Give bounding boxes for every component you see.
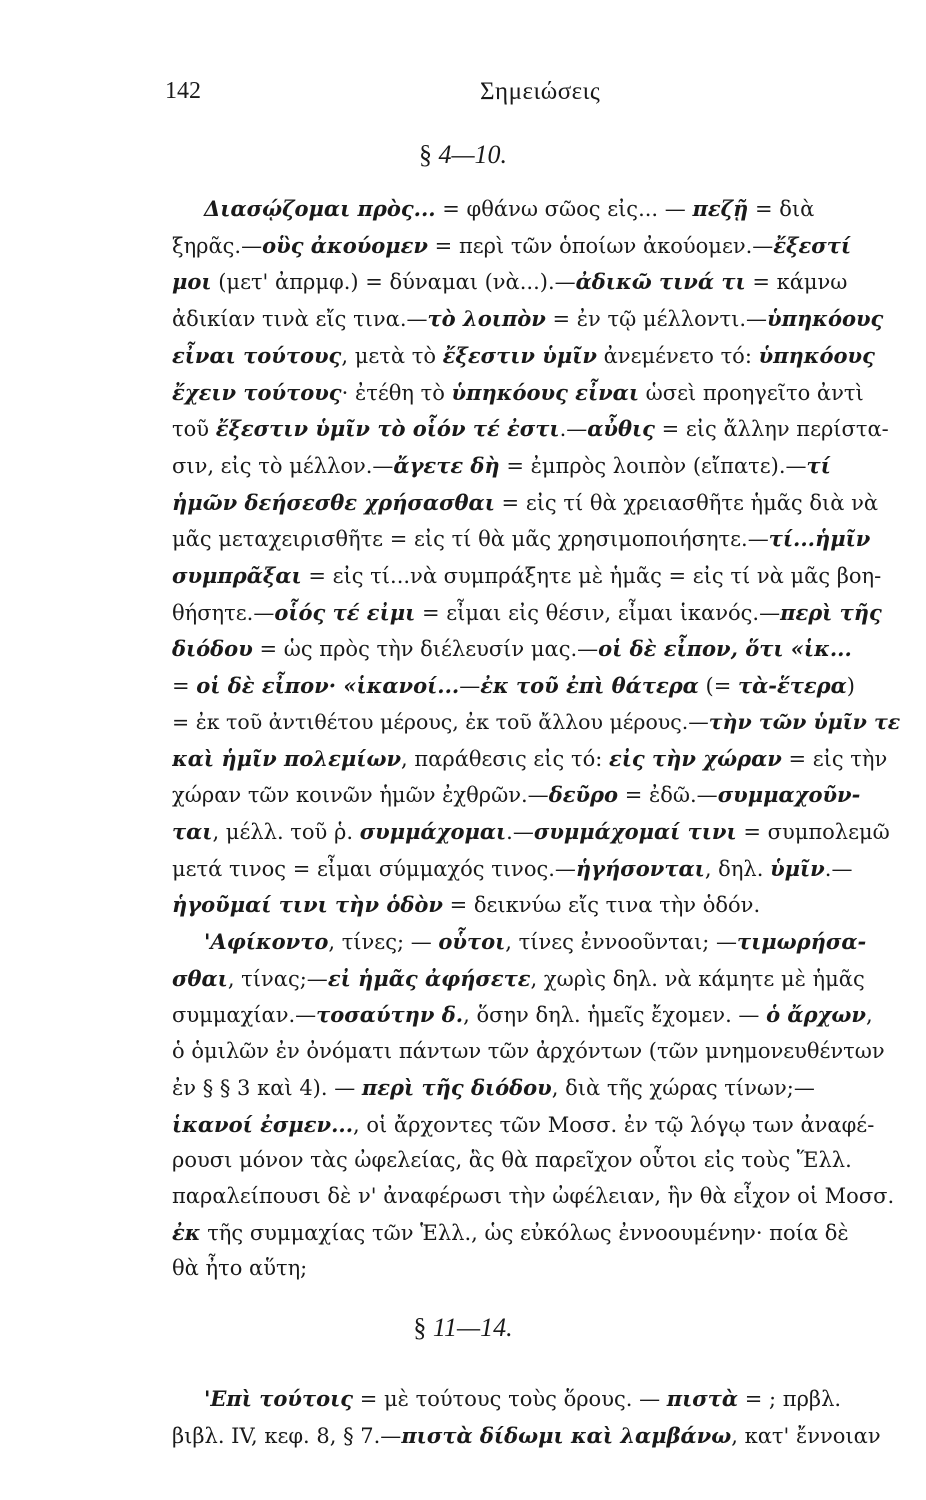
text-line xyxy=(172,264,914,301)
text-line xyxy=(172,595,914,632)
gloss: = ἐκ τοῦ ἀντιθέτου μέρους, ἐκ τοῦ ἄλλου μέρους.— xyxy=(172,709,709,734)
gloss: = ἐν τῷ μέλλοντι.— xyxy=(545,307,767,332)
gloss: ὁ ὁμιλῶν ἐν ὀνόματι πάντων τῶν ἀρχόντων (τῶν μνημονευθέντων xyxy=(172,1039,885,1064)
text-line xyxy=(172,375,914,412)
gloss: , δηλ. xyxy=(704,856,771,881)
gloss: μᾶς μεταχειρισθῆτε = εἰς τί θὰ μᾶς χρησιμοποιήσητε.— xyxy=(172,527,769,552)
gloss: , μέλλ. τοῦ ῥ. xyxy=(212,819,360,844)
gloss: , διὰ τῆς χώρας τίνων;— xyxy=(551,1075,815,1100)
section-range: 11—14. xyxy=(432,1313,513,1342)
lemma: συμπρᾶξαι xyxy=(172,563,302,589)
text-line xyxy=(172,1143,914,1179)
lemma: ἄγετε δὴ xyxy=(393,452,500,478)
lemma: περὶ τῆς διόδου xyxy=(361,1074,552,1100)
gloss: = περὶ τῶν ὁποίων ἀκούομεν.— xyxy=(428,233,774,258)
text-line xyxy=(172,631,914,668)
lemma: ἔξεστιν ὑμῖν xyxy=(442,342,597,368)
lemma: εἰ ἡμᾶς ἀφήσετε xyxy=(327,965,531,991)
lemma: Διασῴζομαι πρὸς... xyxy=(204,196,436,221)
text-line xyxy=(172,1215,914,1252)
gloss: , χωρὶς δηλ. νὰ κάμητε μὲ ἡμᾶς xyxy=(530,966,865,991)
gloss: .— xyxy=(506,819,534,844)
gloss: = εἶμαι εἰς θέσιν, εἶμαι ἱκανός.— xyxy=(415,600,781,625)
gloss: = ; πρβλ. xyxy=(738,1387,842,1411)
lemma: ἱκανοί ἐσμεν... xyxy=(172,1111,354,1137)
gloss: χώραν τῶν κοινῶν ἡμῶν ἐχθρῶν.— xyxy=(172,783,549,808)
text-line xyxy=(172,191,914,228)
gloss: , ὅσην δηλ. ἡμεῖς ἔχομεν. — xyxy=(463,1003,767,1028)
text-line xyxy=(172,228,914,265)
running-head xyxy=(165,78,915,118)
section-sign: § xyxy=(418,140,432,169)
gloss: , τίνες ἐννοοῦνται; — xyxy=(505,930,737,955)
gloss: ἀδικίαν τινὰ εἴς τινα.— xyxy=(172,307,428,332)
notes-section-4-10 xyxy=(172,191,914,1287)
lemma: καὶ ἡμῖν πολεμίων xyxy=(172,745,402,771)
lemma: ἔχειν τούτους xyxy=(172,379,342,405)
lemma: ται xyxy=(172,818,213,844)
gloss: τῆς συμμαχίας τῶν Ἑλλ., ὡς εὐκόλως ἐννοουμένην· ποία δὲ xyxy=(200,1220,849,1245)
text-line xyxy=(172,521,914,558)
page-number: 142 xyxy=(165,78,201,104)
lemma: 'Επὶ τούτοις xyxy=(204,1386,354,1411)
gloss: συμμαχίαν.— xyxy=(172,1003,317,1028)
text-line xyxy=(172,411,914,448)
text-line xyxy=(172,448,914,485)
text-line xyxy=(172,741,914,778)
lemma: πιστὰ δίδωμι καὶ λαμβάνω xyxy=(401,1422,732,1448)
lemma: τὸ λοιπὸν xyxy=(427,306,546,332)
lemma: τί...ἡμῖν xyxy=(768,526,871,552)
lemma: πιστὰ xyxy=(666,1386,739,1411)
gloss: ξηρᾶς.— xyxy=(172,233,263,258)
lemma: οὓς ἀκούομεν xyxy=(262,232,428,258)
gloss: · ἐτέθη τὸ xyxy=(341,380,452,405)
lemma: τὰ-ἕτερα xyxy=(737,673,847,699)
lemma: ἐκ xyxy=(172,1219,201,1245)
section-sign: § xyxy=(413,1313,427,1342)
text-line xyxy=(172,887,914,924)
gloss: = ἐμπρὸς λοιπὸν (εἴπατε).— xyxy=(499,453,807,478)
gloss: (= xyxy=(698,674,738,699)
text-line xyxy=(172,1070,914,1107)
gloss: = εἰς τί θὰ χρειασθῆτε ἡμᾶς διὰ νὰ xyxy=(494,490,879,515)
gloss: = εἰς ἄλλην περίστα- xyxy=(654,417,889,442)
lemma: οὗτοι xyxy=(438,929,506,955)
gloss: μετά τινος = εἶμαι σύμμαχός τινος.— xyxy=(172,856,576,881)
lemma: ὑπηκόους εἶναι xyxy=(451,379,639,405)
text-line xyxy=(172,1381,914,1418)
lemma: ἐκ τοῦ ἐπὶ θάτερα xyxy=(480,673,699,699)
lemma: σθαι xyxy=(172,965,228,991)
gloss: (μετ' ἀπρμφ.) = δύναμαι (νὰ...).— xyxy=(211,270,576,295)
text-line xyxy=(172,558,914,595)
lemma: συμμάχομαί τινι xyxy=(533,818,737,844)
gloss: = φθάνω σῶος εἰς... — xyxy=(435,197,693,221)
gloss: , παράθεσις εἰς τό: xyxy=(401,746,609,771)
lemma: εἰς τὴν χώραν xyxy=(608,745,782,771)
gloss: = xyxy=(172,674,197,699)
text-line xyxy=(172,1251,914,1287)
running-title: Σημειώσεις xyxy=(480,78,601,105)
lemma: οἷός τέ εἰμι xyxy=(274,599,416,625)
gloss: .— xyxy=(559,417,588,442)
lemma: ὁ ἄρχων xyxy=(766,1002,866,1028)
lemma: 'Αφίκοντο xyxy=(204,929,329,955)
gloss: ἐν § § 3 καὶ 4). — xyxy=(172,1075,362,1100)
gloss: = κάμνω xyxy=(745,270,848,295)
lemma: περὶ τῆς xyxy=(780,599,882,625)
gloss: = ὡς πρὸς τὴν διέλευσίν μας.— xyxy=(252,637,599,662)
gloss: , τίνας;— xyxy=(227,966,328,991)
text-line xyxy=(172,997,914,1034)
lemma: οἱ δὲ εἶπον, ὅτι «ἱκ... xyxy=(598,636,852,662)
text-line xyxy=(172,485,914,522)
lemma: ἀδικῶ τινά τι xyxy=(575,269,746,295)
lemma: ἡγοῦμαί τινι τὴν ὁδὸν xyxy=(172,892,443,918)
lemma: εἶναι τούτους xyxy=(172,342,342,368)
lemma: συμμαχοῦν- xyxy=(717,782,861,808)
lemma: μοι xyxy=(172,269,212,295)
text-line xyxy=(172,961,914,998)
gloss: — xyxy=(459,674,481,699)
notes-section-11-14 xyxy=(172,1381,914,1454)
section-heading-11-14 xyxy=(0,1313,926,1343)
lemma: οἱ δὲ εἶπον· «ἱκανοί... xyxy=(196,673,460,699)
gloss: ρουσι μόνον τὰς ὠφελείας, ἃς θὰ παρεῖχον οὗτοι εἰς τοὺς Ἕλλ. xyxy=(172,1148,852,1173)
text-line xyxy=(172,338,914,375)
lemma: ἡγήσονται xyxy=(575,855,705,881)
gloss: παραλείπουσι δὲ ν' ἀναφέρωσι τὴν ὠφέλειαν, ἣν θὰ εἶχον οἱ Μοσσ. xyxy=(172,1183,895,1208)
gloss: ) xyxy=(846,674,855,699)
lemma: τί xyxy=(806,452,831,478)
text-line xyxy=(172,814,914,851)
lemma: ἡμῶν δεήσεσθε χρήσασθαι xyxy=(172,489,495,515)
gloss: = εἰς τί...νὰ συμπράξητε μὲ ἡμᾶς = εἰς τί νὰ μᾶς βοη- xyxy=(301,564,882,589)
lemma: τιμωρήσα- xyxy=(736,929,867,955)
section-range: 4—10. xyxy=(438,140,508,169)
lemma: ὑπηκόους xyxy=(758,342,875,368)
gloss: , τίνες; — xyxy=(328,930,439,955)
gloss: .— xyxy=(824,856,853,881)
section-heading-4-10 xyxy=(0,140,926,170)
lemma: τοσαύτην δ. xyxy=(316,1002,464,1028)
gloss: = συμπολεμῶ xyxy=(736,819,890,844)
gloss: θήσητε.— xyxy=(172,600,275,625)
lemma: ὑμῖν xyxy=(770,855,825,881)
lemma: ὑπηκόους xyxy=(767,306,884,332)
lemma: τὴν τῶν ὑμῖν τε xyxy=(708,709,901,734)
text-line xyxy=(172,851,914,888)
text-line xyxy=(172,1034,914,1070)
lemma: ἔξεστιν ὑμῖν τὸ οἷόν τέ ἐστι xyxy=(215,416,560,442)
text-line xyxy=(172,1418,914,1455)
gloss: θὰ ἦτο αὕτη; xyxy=(172,1256,308,1281)
text-line xyxy=(172,924,914,961)
gloss: , xyxy=(865,1003,873,1028)
gloss: ἀνεμένετο τό: xyxy=(596,343,759,368)
gloss: ὡσεὶ προηγεῖτο ἀντὶ xyxy=(639,380,864,405)
gloss: = δεικνύω εἴς τινα τὴν ὁδόν. xyxy=(442,893,761,918)
text-line xyxy=(172,777,914,814)
text-line xyxy=(172,1179,914,1215)
text-line xyxy=(172,705,914,741)
gloss: τοῦ xyxy=(172,417,216,442)
gloss: = διὰ xyxy=(748,197,815,221)
text-line xyxy=(172,668,914,705)
gloss: , κατ' ἔννοιαν xyxy=(731,1423,881,1448)
lemma: ἔξεστί xyxy=(773,232,852,258)
lemma: διόδου xyxy=(172,636,253,662)
gloss: = ἐδῶ.— xyxy=(618,783,718,808)
gloss: βιβλ. IV, κεφ. 8, § 7.— xyxy=(172,1423,402,1448)
gloss: = μὲ τούτους τοὺς ὅρους. — xyxy=(353,1387,667,1411)
lemma: δεῦρο xyxy=(548,782,619,808)
gloss: , μετὰ τὸ xyxy=(341,343,443,368)
lemma: αὖθις xyxy=(587,416,655,442)
gloss: σιν, εἰς τὸ μέλλον.— xyxy=(172,453,394,478)
lemma: συμμάχομαι xyxy=(359,818,507,844)
gloss: = εἰς τὴν xyxy=(781,746,888,771)
text-line xyxy=(172,1107,914,1144)
text-line xyxy=(172,301,914,338)
lemma: πεζῇ xyxy=(692,196,749,221)
gloss: , οἱ ἄρχοντες τῶν Μοσσ. ἐν τῷ λόγῳ των ἀναφέ- xyxy=(353,1112,875,1137)
